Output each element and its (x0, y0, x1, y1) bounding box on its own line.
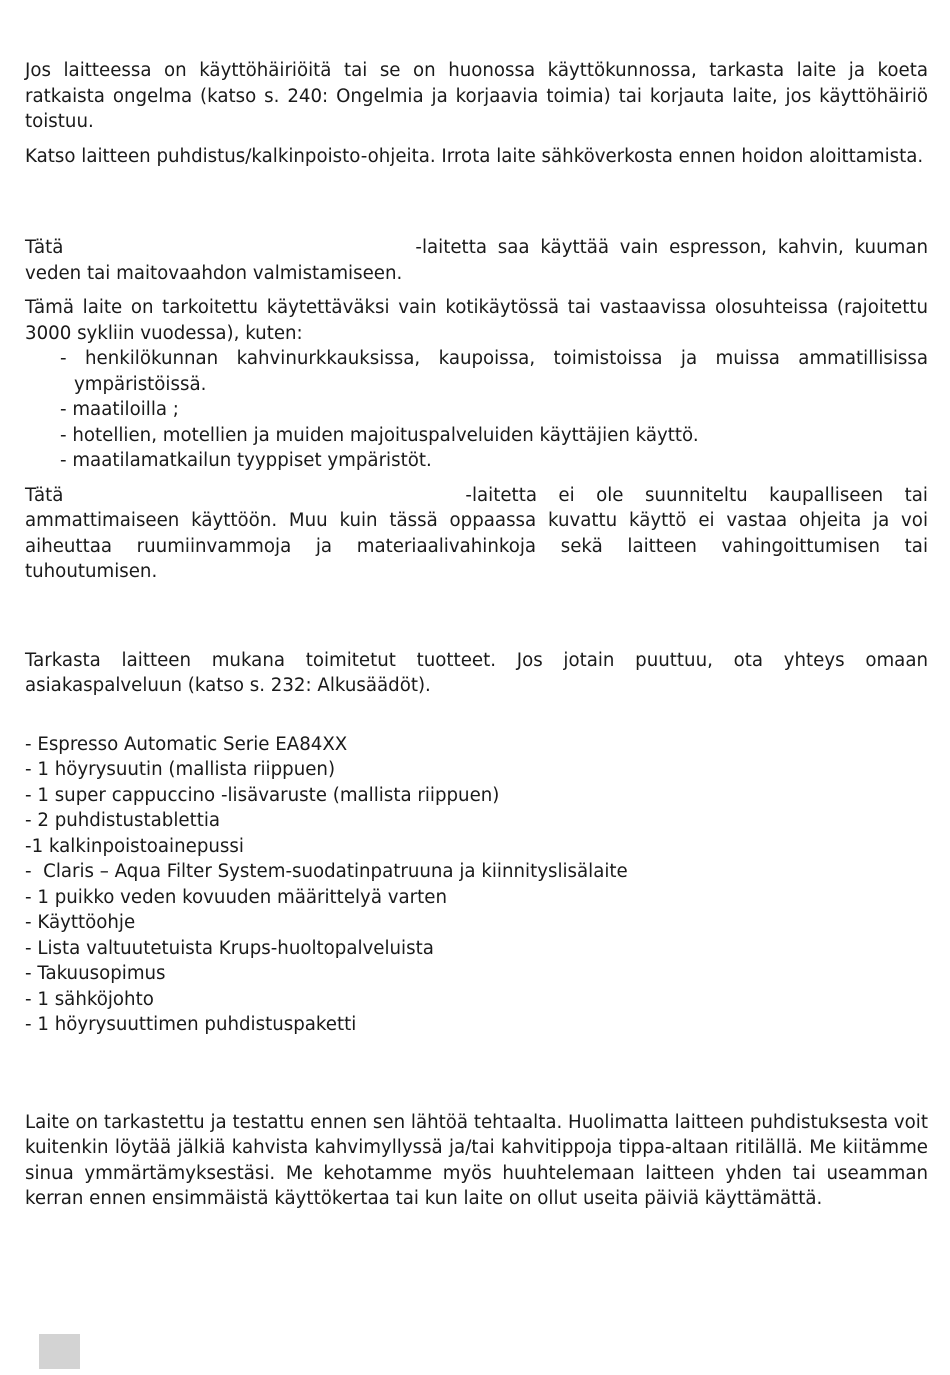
usage-bullet: - maatiloilla ; (60, 399, 179, 420)
usage-p3-start: Tätä (25, 484, 64, 506)
contents-item: - 1 höyrysuuttimen puhdistuspaketti (25, 1014, 357, 1035)
contents-intro: Tarkasta laitteen mukana toimitetut tuotteet. Jos jotain puuttuu, ota yhteys omaan asiakaspalveluun (katso s. 232: Alkusäädöt). (25, 649, 928, 696)
usage-bullet: - maatilamatkailun tyyppiset ympäristöt. (60, 450, 432, 471)
contents-item: - Espresso Automatic Serie EA84XX (25, 733, 348, 755)
usage-p1-start: Tätä (25, 237, 64, 258)
care-paragraph-1: Jos laitteessa on käyttöhäiriöitä tai se on huonossa käyttökunnossa, tarkasta laite ja koeta ratkaista ongelma (katso s. 240: Ongelmia ja korjaavia toimia) tai korjauta laite, jos käyttöhäiriö toistuu. (25, 60, 928, 132)
contents-list (25, 732, 928, 1038)
document-page (25, 58, 928, 1212)
contents-item: - 2 puhdistustablettia (25, 810, 221, 831)
contents-item: - 1 super cappuccino -lisävaruste (mallista riippuen) (25, 784, 500, 806)
contents-item: - Takuusopimus (25, 963, 166, 984)
usage-bullet: - hotellien, motellien ja muiden majoituspalveluiden käyttäjien käyttö. (60, 424, 699, 446)
contents-item: - 1 puikko veden kovuuden määrittelyä varten (25, 886, 447, 908)
care-paragraph-2: Katso laitteen puhdistus/kalkinpoisto-ohjeita. Irrota laite sähköverkosta ennen hoidon aloittamista. (25, 145, 924, 167)
contents-item: - 1 höyrysuutin (mallista riippuen) (25, 759, 336, 780)
page-number-tab (39, 1334, 80, 1369)
usage-bullet-list (25, 346, 928, 474)
contents-item: -1 kalkinpoistoainepussi (25, 835, 244, 857)
contents-item: - 1 sähköjohto (25, 988, 154, 1010)
contents-item: - Claris – Aqua Filter System-suodatinpatruuna ja kiinnityslisälaite (25, 861, 628, 882)
usage-p3-end: -laitetta ei ole suunniteltu kaupalliseen tai ammattimaiseen käyttöön. Muu kuin tässä oppaassa kuvattu käyttö ei vastaa ohjeita ja voi aiheuttaa ruumiinvammoja ja materiaalivahinkoja sekä laitteen vahingoittumisen tai tuhoutumisen. (25, 484, 928, 582)
usage-paragraph-1 (25, 235, 928, 286)
contents-item: - Käyttöohje (25, 912, 136, 933)
usage-p1-end: -laitetta saa käyttää vain espresson, kahvin, kuuman veden tai maitovaahdon valmistamiseen. (25, 237, 928, 284)
contents-item: - Lista valtuutetuista Krups-huoltopalveluista (25, 937, 434, 959)
tested-paragraph: Laite on tarkastettu ja testattu ennen sen lähtöä tehtaalta. Huolimatta laitteen puhdistuksesta voit kuitenkin löytää jälkiä kahvista kahvimyllyssä ja/tai kahvitippoja tippa-altaan ritilällä. Me kiitämme sinua ymmärtämyksestäsi. Me kehotamme myös huuhtelemaan laitteen yhden tai useamman kerran ennen ensimmäistä käyttökertaa tai kun laite on ollut useita päiviä käyttämättä. (25, 1111, 928, 1209)
usage-paragraph-2: Tämä laite on tarkoitettu käytettäväksi vain kotikäytössä tai vastaavissa olosuhteissa (rajoitettu 3000 sykliin vuodessa), kuten: (25, 297, 928, 344)
usage-paragraph-3 (25, 483, 928, 585)
usage-bullet: - henkilökunnan kahvinurkkauksissa, kaupoissa, toimistoissa ja muissa ammatillisissa ympäristöissä. (60, 348, 928, 395)
